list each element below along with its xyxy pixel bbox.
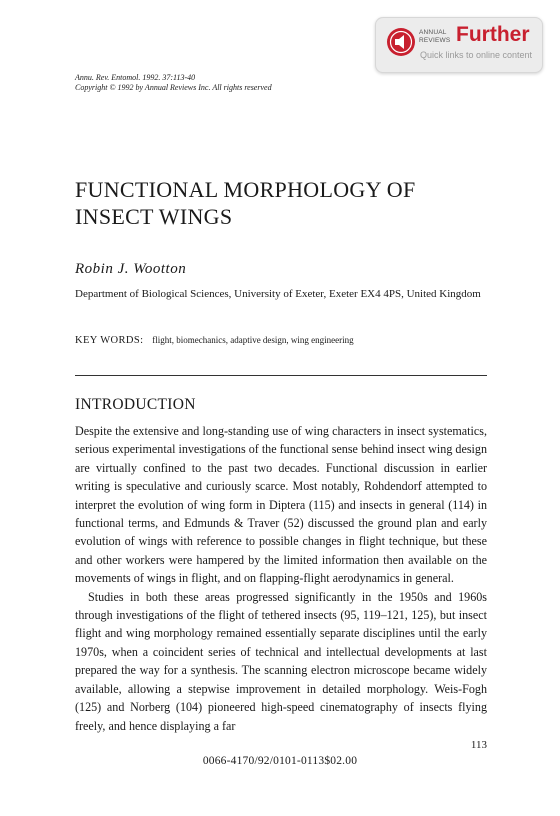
banner-further-label: Further xyxy=(456,23,530,46)
banner-subtitle: Quick links to online content xyxy=(420,50,533,60)
keywords-list: flight, biomechanics, adaptive design, wing engineering xyxy=(152,335,354,345)
paragraph: Despite the extensive and long-standing use of wing characters in insect systematics, serious experimental investigations of the functional sense behind insect wing design are virtually confined to the past two decades. Functional discussion in earlier writing is speculative and curiously scarce. Most notably, Rohdendorf attempted to interpret the evolution of wing form in Diptera (115) and insects in general (114) in functional terms, and Edmunds & Traver (52) discussed the ground plan and early evolution of wings with reference to possible changes in flight technique, but these and other workers were hampered by the limited information then available on the movements of wings in flight, and on flapping-flight aerodynamics in general. xyxy=(75,424,487,586)
journal-citation xyxy=(75,73,375,92)
citation-line: Annu. Rev. Entomol. 1992. 37:113-40 xyxy=(75,73,196,82)
section-heading: INTRODUCTION xyxy=(75,396,196,413)
banner-brand-text: ANNUAL REVIEWS xyxy=(419,29,451,44)
article-code: 0066-4170/92/0101-0113$02.00 xyxy=(202,755,358,767)
copyright-line: Copyright © 1992 by Annual Reviews Inc. All rights reserved xyxy=(75,82,272,92)
article-title: FUNCTIONAL MORPHOLOGY OF INSECT WINGS xyxy=(75,177,416,229)
keywords-label: KEY WORDS: xyxy=(75,335,144,346)
annual-reviews-further-banner[interactable] xyxy=(375,17,543,73)
author-affiliation: Department of Biological Sciences, University of Exeter, Exeter EX4 4PS, United Kingdom xyxy=(75,288,481,300)
article-body xyxy=(75,422,487,735)
speaker-logo-icon xyxy=(386,27,416,57)
section-divider xyxy=(75,375,487,376)
page-number: 113 xyxy=(470,739,487,751)
keywords xyxy=(75,334,487,346)
author-name: Robin J. Wootton xyxy=(75,261,187,277)
paragraph: Studies in both these areas progressed significantly in the 1950s and 1960s through investigations of the flight of tethered insects (95, 119–121, 125), but insect flight and wing morphology remained essentially separate disciplines until the early 1970s, when a coincident series of technical and intellectual developments at last prepared the way for a synthesis. The scanning electron microscope became widely available, allowing a stepwise improvement in detailed morphology. Weis-Fogh (125) and Norberg (104) pioneered high-speed cinematography of insects flying freely, and hence displaying a far xyxy=(75,589,487,733)
